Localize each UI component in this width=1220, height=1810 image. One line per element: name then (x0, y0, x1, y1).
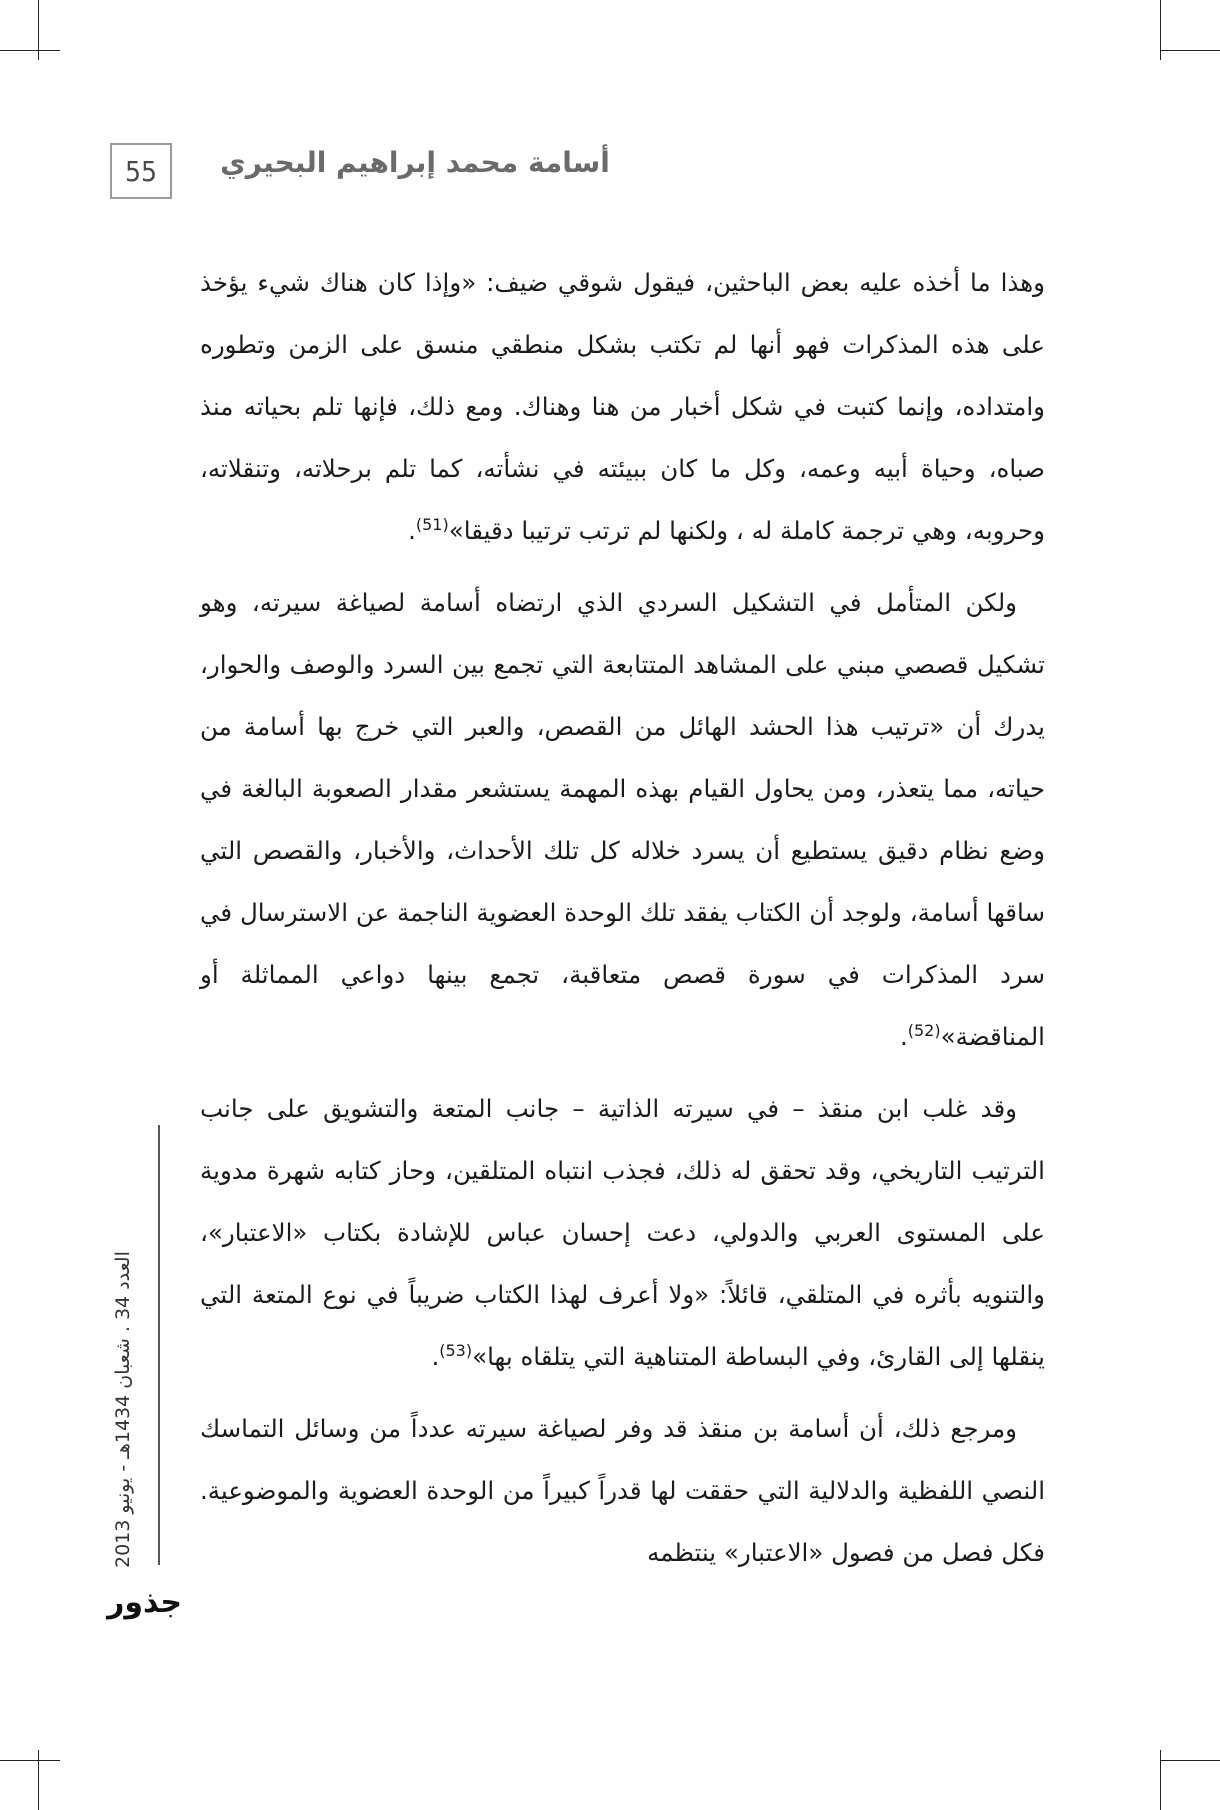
page-number: 55 (110, 143, 172, 199)
paragraph-end: . (408, 516, 416, 545)
paragraph-text: ومرجع ذلك، أن أسامة بن منقذ قد وفر لصياغة سيرته عدداً من وسائل التماسك النصي اللفظية والدلالية التي حققت لها قدراً كبيراً من الوحدة العضوية والموضوعية. فكل فصل من فصول «الاعتبار» ينتظمه (200, 1414, 1045, 1567)
paragraph (200, 1398, 1045, 1584)
footnote-ref: (51) (415, 514, 449, 534)
footnote-ref: (53) (439, 1340, 473, 1360)
paragraph-end: . (431, 1342, 440, 1371)
crop-mark (1160, 50, 1220, 51)
paragraph (200, 252, 1045, 562)
sidebar-divider (158, 1125, 160, 1565)
article-body (200, 252, 1045, 1594)
issue-info-text: العدد 34 . شعبان 1434هـ - يونيو 2013 (112, 1251, 134, 1568)
crop-mark (38, 1750, 39, 1810)
crop-mark (1160, 1760, 1220, 1761)
footnote-ref: (52) (907, 1020, 941, 1040)
paragraph (200, 1078, 1045, 1388)
paragraph (200, 572, 1045, 1068)
crop-mark (0, 1760, 60, 1761)
crop-mark (1160, 0, 1161, 60)
crop-mark (38, 0, 39, 60)
paragraph-end: . (899, 1022, 908, 1051)
running-title: أسامة محمد إبراهيم البحيري (220, 146, 610, 179)
crop-mark (1160, 1750, 1161, 1810)
crop-mark (0, 50, 60, 51)
issue-info (112, 1251, 152, 1569)
paragraph-text: ولكن المتأمل في التشكيل السردي الذي ارتضاه أسامة لصياغة سيرته، وهو تشكيل قصصي مبني على المشاهد المتتابعة التي تجمع بين السرد والوصف والحوار، يدرك أن «ترتيب هذا الحشد الهائل من القصص، والعبر التي خرج بها أسامة من حياته، مما يتعذر، ومن يحاول القيام بهذه المهمة يستشعر مقدار الصعوبة البالغة في وضع نظام دقيق يستطيع أن يسرد خلاله كل تلك الأحداث، والأخبار، والقصص التي ساقها أسامة، ولوجد أن الكتاب يفقد تلك الوحدة العضوية الناجمة عن الاسترسال في سرد المذكرات في سورة قصص متعاقبة، تجمع بينها دواعي المماثلة أو المناقضة» (200, 588, 1045, 1051)
journal-logo: جذور (107, 1585, 182, 1620)
paragraph-text: وقد غلب ابن منقذ – في سيرته الذاتية – جانب المتعة والتشويق على جانب الترتيب التاريخي، وقد تحقق له ذلك، فجذب انتباه المتلقين، وحاز كتابه شهرة مدوية على المستوى العربي والدولي، دعت إحسان عباس للإشادة بكتاب «الاعتبار»، والتنويه بأثره في المتلقي، قائلاً: «ولا أعرف لهذا الكتاب ضريباً في نوع المتعة التي ينقلها إلى القارئ، وفي البساطة المتناهية التي يتلقاه بها» (200, 1094, 1045, 1371)
paragraph-text: وهذا ما أخذه عليه بعض الباحثين، فيقول شوقي ضيف: «وإذا كان هناك شيء يؤخذ على هذه المذكرات فهو أنها لم تكتب بشكل منطقي منسق على الزمن وتطوره وامتداده، وإنما كتبت في شكل أخبار من هنا وهناك. ومع ذلك، فإنها تلم بحياته منذ صباه، وحياة أبيه وعمه، وكل ما كان ببيئته في نشأته، كما تلم برحلاته، وتنقلاته، وحروبه، وهي ترجمة كاملة له ، ولكنها لم ترتب ترتيبا دقيقا» (200, 268, 1045, 545)
